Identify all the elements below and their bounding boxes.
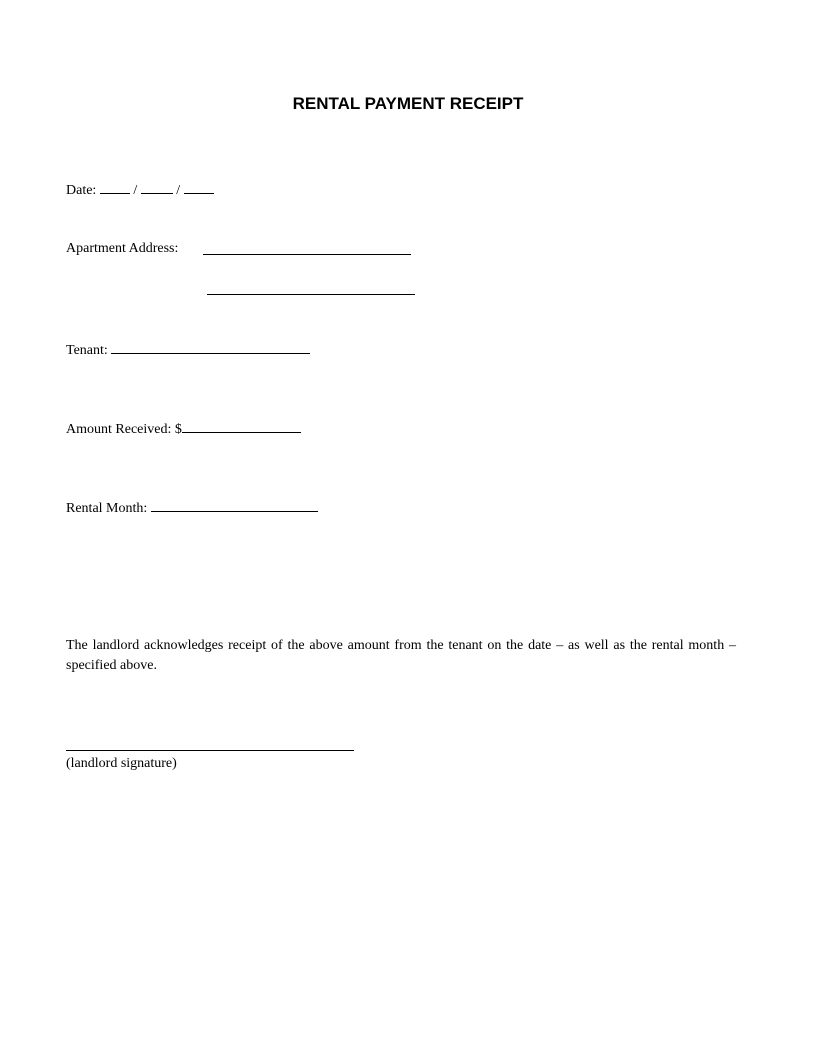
rental-month-field xyxy=(66,498,318,517)
amount-label: Amount Received: $ xyxy=(66,422,182,437)
address-label: Apartment Address: xyxy=(66,241,179,256)
signature-line[interactable] xyxy=(66,750,354,751)
signature-label: (landlord signature) xyxy=(66,756,177,771)
rental-month-blank[interactable] xyxy=(151,498,318,512)
address-line-2[interactable] xyxy=(207,294,415,295)
amount-field xyxy=(66,419,301,438)
acknowledgement-text: The landlord acknowledges receipt of the above amount from the tenant on the date – as well as the rental month – specified above. xyxy=(66,638,736,673)
address-field xyxy=(66,240,178,257)
document-title: RENTAL PAYMENT RECEIPT xyxy=(292,94,524,113)
date-label: Date: xyxy=(66,183,97,198)
date-month-blank[interactable] xyxy=(100,180,130,194)
date-year-blank[interactable] xyxy=(184,180,214,194)
address-line-1[interactable] xyxy=(203,254,411,255)
date-separator: / xyxy=(176,183,181,198)
amount-blank[interactable] xyxy=(182,419,301,433)
date-day-blank[interactable] xyxy=(141,180,173,194)
date-field xyxy=(66,180,214,199)
tenant-label: Tenant: xyxy=(66,343,108,358)
tenant-field xyxy=(66,340,310,359)
date-separator: / xyxy=(133,183,138,198)
rental-month-label: Rental Month: xyxy=(66,501,148,516)
tenant-blank[interactable] xyxy=(111,340,310,354)
